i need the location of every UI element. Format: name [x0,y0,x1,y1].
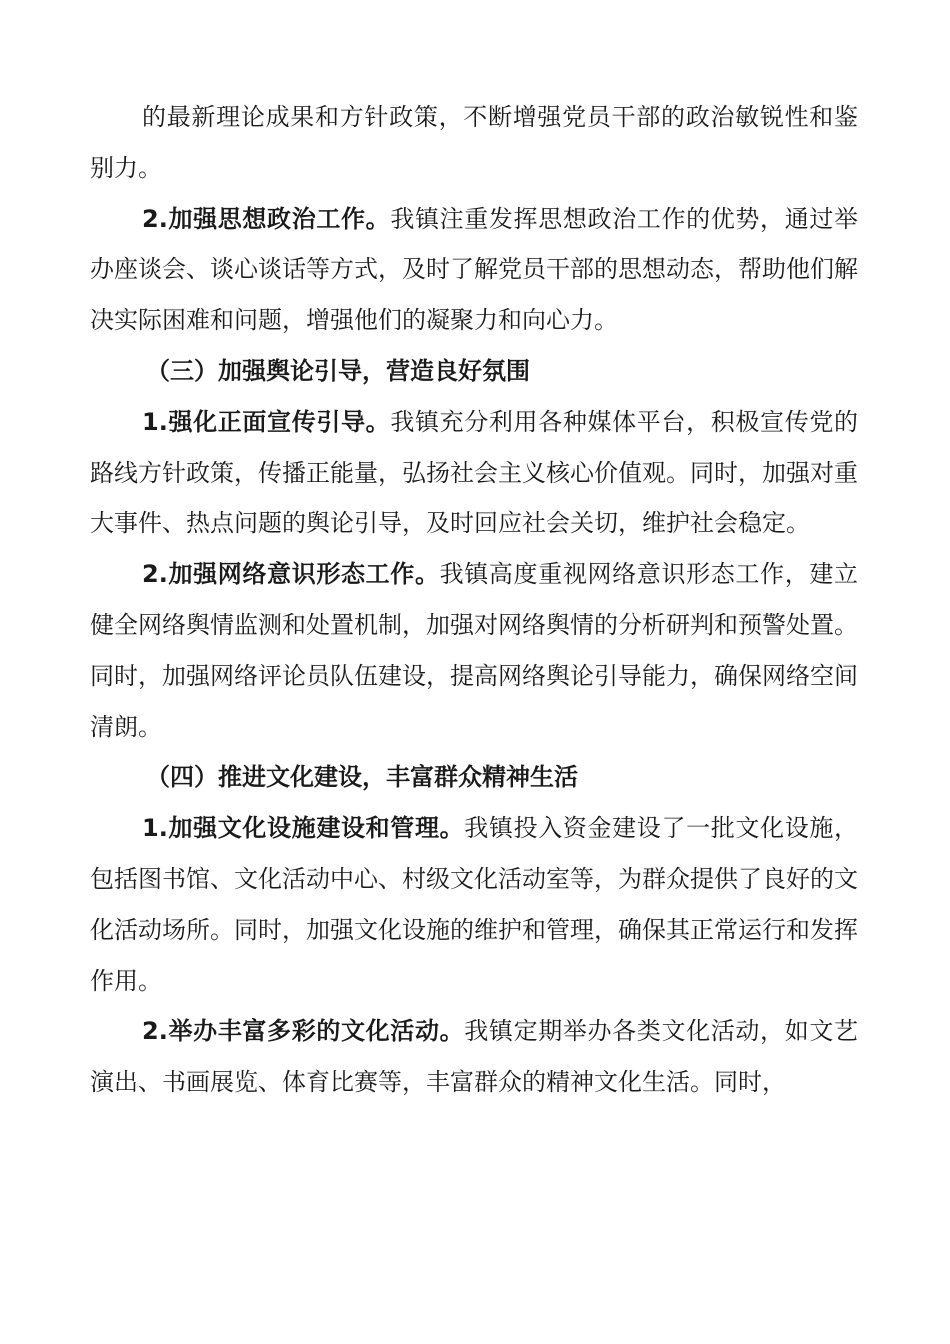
item-lead: 1.加强文化设施建设和管理。 [142,814,465,843]
item-lead: 1.强化正面宣传引导。 [142,407,391,436]
paragraph-text: 我镇投入资金建设了一批文化设施，包括图书馆、文化活动中心、村级文化活动室等，为群众提供了良好的文化活动场所。同时，加强文化设施的维护和管理，确保其正常运行和发挥作用。 [90,814,858,995]
section-heading [90,752,858,803]
item-paragraph [90,397,858,549]
paragraph-text: 我镇高度重视网络意识形态工作，建立健全网络舆情监测和处置机制，加强对网络舆情的分析研判和预警处置。同时，加强网络评论员队伍建设，提高网络舆论引导能力，确保网络空间清朗。 [90,560,858,741]
item-lead: 2.加强思想政治工作。 [142,204,391,233]
paragraph-text: 的最新理论成果和方针政策，不断增强党员干部的政治敏锐性和鉴别力。 [90,103,858,182]
section-heading [90,346,858,397]
document-body [90,92,858,1108]
paragraph-text: 我镇定期举办各类文化活动，如文艺演出、书画展览、体育比赛等，丰富群众的精神文化生活。同时， [90,1017,858,1097]
item-paragraph [90,1006,858,1108]
item-lead: 2.加强网络意识形态工作。 [142,560,440,589]
item-paragraph [90,549,858,752]
section-heading-text: （四）推进文化建设，丰富群众精神生活 [146,763,578,792]
item-paragraph [90,194,858,346]
item-lead: 2.举办丰富多彩的文化活动。 [142,1017,465,1046]
continuation-paragraph [90,92,858,194]
paragraph-text: 我镇充分利用各种媒体平台，积极宣传党的路线方针政策，传播正能量，弘扬社会主义核心价值观。同时，加强对重大事件、热点问题的舆论引导，及时回应社会关切，维护社会稳定。 [90,407,858,538]
paragraph-text: 我镇注重发挥思想政治工作的优势，通过举办座谈会、谈心谈话等方式，及时了解党员干部的思想动态，帮助他们解决实际困难和问题，增强他们的凝聚力和向心力。 [90,204,858,335]
section-heading-text: （三）加强舆论引导，营造良好氛围 [146,356,530,385]
item-paragraph [90,803,858,1006]
